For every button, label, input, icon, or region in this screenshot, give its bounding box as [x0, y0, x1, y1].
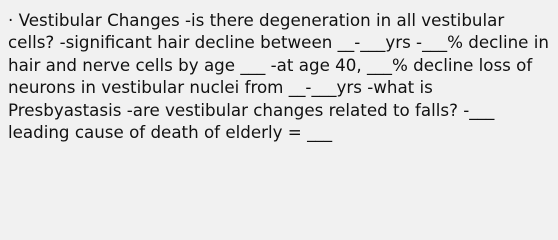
- study-notes-text: · Vestibular Changes -is there degeneration in all vestibular cells? -significant hair decline between __-___yrs -___% decline in hair and nerve cells by age ___ -at age 40, ___% decline loss of neurons in vestibular nuclei from __-___yrs -what is Presbyastasis -are vestibular changes related to falls? -___ leading cause of death of elderly = ___: [8, 10, 549, 143]
